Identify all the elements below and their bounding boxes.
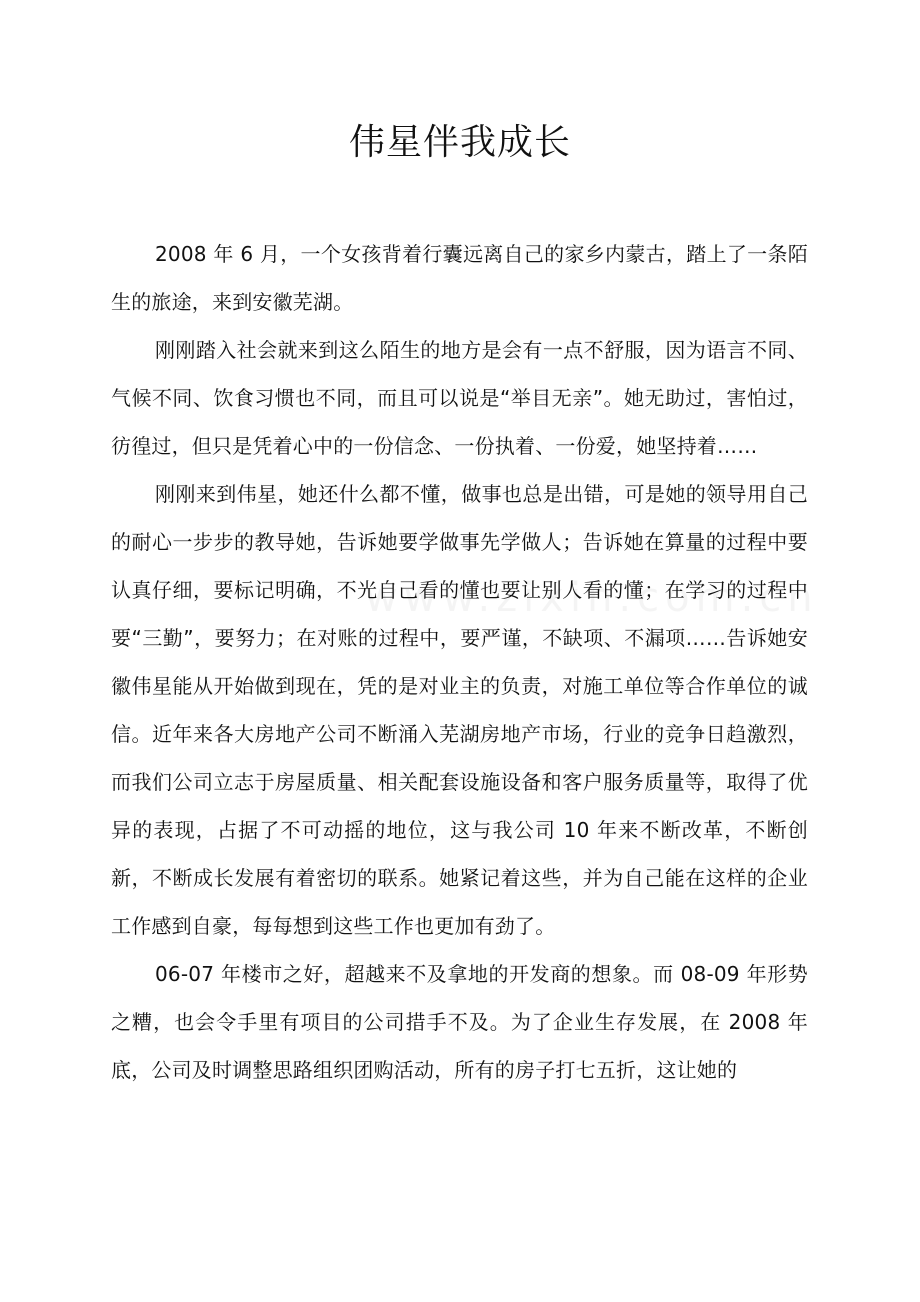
paragraph-1: 2008 年 6 月，一个女孩背着行囊远离自己的家乡内蒙古，踏上了一条陌生的旅途，来到安徽芜湖。 [111,242,808,314]
paragraph-3: 刚刚来到伟星，她还什么都不懂，做事也总是出错，可是她的领导用自己的耐心一步步的教导她，告诉她要学做事先学做人；告诉她在算量的过程中要认真仔细，要标记明确，不光自己看的懂也要让别人看的懂；在学习的过程中要“三勤”，要努力；在对账的过程中，要严谨，不缺项、不漏项……告诉她安徽伟星能从开始做到现在，凭的是对业主的负责，对施工单位等合作单位的诚信。近年来各大房地产公司不断涌入芜湖房地产市场，行业的竞争日趋激烈，而我们公司立志于房屋质量、相关配套设施设备和客户服务质量等，取得了优异的表现，占据了不可动摇的地位，这与我公司 10 年来不断改革，不断创新，不断成长发展有着密切的联系。她紧记着这些，并为自己能在这样的企业工作感到自豪，每每想到这些工作也更加有劲了。 [111,482,808,938]
document-body [111,230,808,1094]
paragraph-2: 刚刚踏入社会就来到这么陌生的地方是会有一点不舒服，因为语言不同、气候不同、饮食习惯也不同，而且可以说是“举目无亲”。她无助过，害怕过，彷徨过，但只是凭着心中的一份信念、一份执着、一份爱，她坚持着…… [111,338,808,458]
paragraph-4: 06-07 年楼市之好，超越来不及拿地的开发商的想象。而 08-09 年形势之糟，也会令手里有项目的公司措手不及。为了企业生存发展，在 2008 年底，公司及时调整思路组织团购活动，所有的房子打七五折，这让她的 [111,962,808,1082]
document-title: 伟星伴我成长 [348,122,571,163]
